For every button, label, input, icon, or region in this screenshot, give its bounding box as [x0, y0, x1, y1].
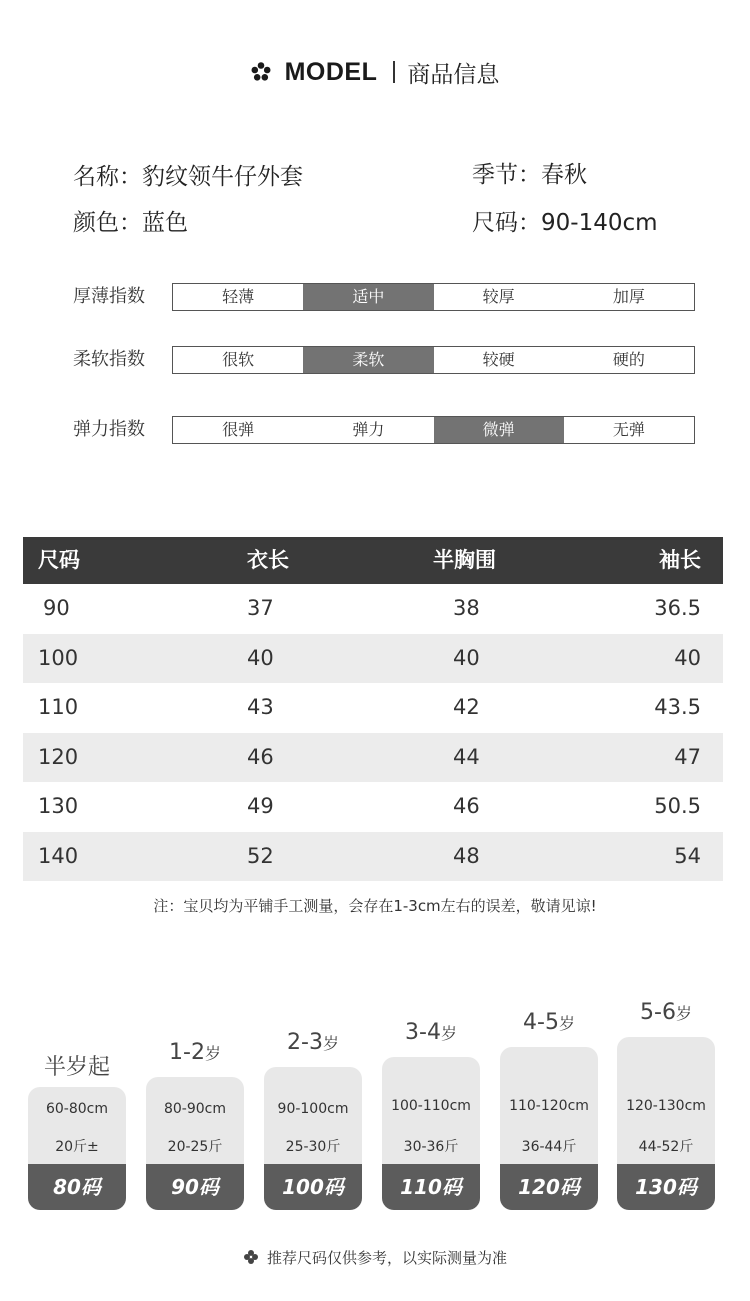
header-size: 尺码 — [38, 548, 80, 572]
attr-size: 尺码：90-140cm — [472, 210, 658, 236]
index-option: 加厚 — [612, 287, 645, 306]
cell-half-chest: 38 — [453, 596, 480, 620]
size-table — [23, 537, 723, 881]
attr-color: 颜色：蓝色 — [73, 210, 188, 236]
index-option: 较厚 — [482, 287, 515, 306]
size-card-130 — [617, 1000, 715, 1210]
index-option-active: 柔软 — [303, 347, 433, 373]
size-card-box — [264, 1067, 362, 1210]
weight-range: 44-52斤 — [638, 1139, 694, 1155]
age-label: 2-3岁 — [287, 1030, 339, 1055]
attr-season: 季节：春秋 — [472, 162, 587, 188]
age-label: 5-6岁 — [640, 1000, 692, 1025]
size-card-100 — [264, 1030, 362, 1210]
weight-range: 20斤± — [55, 1139, 99, 1155]
cell-length: 37 — [247, 596, 274, 620]
index-bar — [172, 283, 695, 311]
size-card-box — [146, 1077, 244, 1210]
flower-icon — [251, 62, 271, 82]
cell-half-chest: 42 — [453, 695, 480, 719]
cell-size: 140 — [38, 843, 79, 868]
size-table-header — [23, 537, 723, 584]
table-row — [23, 584, 723, 634]
cell-size: 100 — [38, 645, 79, 670]
cell-sleeve: 47 — [674, 744, 701, 769]
size-card-box — [500, 1047, 598, 1210]
recommend-note-text: 推荐尺码仅供参考，以实际测量为准 — [266, 1248, 507, 1267]
cell-half-chest: 46 — [453, 794, 480, 818]
table-row — [23, 733, 723, 783]
height-range: 60-80cm — [45, 1101, 108, 1117]
size-card-80 — [28, 1050, 126, 1210]
model-title: MODEL — [284, 57, 378, 86]
table-row — [23, 832, 723, 882]
cell-size: 110 — [38, 695, 79, 719]
header-sleeve: 袖长 — [659, 548, 701, 572]
size-code: 120码 — [500, 1164, 598, 1210]
size-card-120 — [500, 1010, 598, 1210]
header-divider — [393, 61, 395, 83]
cell-half-chest: 48 — [453, 843, 480, 868]
cell-sleeve: 54 — [674, 843, 701, 868]
cell-sleeve: 50.5 — [654, 794, 701, 818]
cell-sleeve: 40 — [674, 645, 701, 670]
recommend-note — [0, 1246, 750, 1268]
height-range: 120-130cm — [626, 1098, 706, 1114]
size-code: 110码 — [382, 1164, 480, 1210]
age-label: 半岁起 — [43, 1055, 110, 1080]
table-row — [23, 782, 723, 832]
index-row-thickness — [73, 283, 695, 311]
size-card-110 — [382, 1020, 480, 1210]
size-card-box — [617, 1037, 715, 1210]
index-option: 很软 — [222, 350, 255, 369]
height-range: 90-100cm — [277, 1101, 349, 1117]
size-code: 130码 — [617, 1164, 715, 1210]
cell-size: 90 — [43, 596, 70, 620]
age-label: 1-2岁 — [169, 1040, 221, 1065]
size-card-box — [382, 1057, 480, 1210]
index-option: 硬的 — [612, 350, 645, 369]
size-code: 80码 — [28, 1164, 126, 1210]
measurement-note: 注：宝贝均为平铺手工测量，会存在1-3cm左右的误差，敬请见谅! — [153, 897, 597, 915]
index-row-elasticity — [73, 416, 695, 444]
size-card-box — [28, 1087, 126, 1210]
age-label: 3-4岁 — [405, 1020, 457, 1045]
index-option-active: 微弹 — [434, 417, 564, 443]
header-length: 衣长 — [247, 548, 289, 572]
product-info-title: 商品信息 — [407, 61, 500, 88]
index-option: 无弹 — [612, 420, 645, 439]
cell-half-chest: 44 — [453, 744, 480, 769]
cell-sleeve: 43.5 — [654, 695, 701, 719]
height-range: 80-90cm — [163, 1101, 226, 1117]
index-option: 轻薄 — [222, 287, 255, 306]
size-code: 100码 — [264, 1164, 362, 1210]
index-option: 较硬 — [482, 350, 515, 369]
index-option-active: 适中 — [303, 284, 433, 310]
weight-range: 36-44斤 — [521, 1139, 577, 1155]
index-label: 厚薄指数 — [73, 286, 145, 307]
index-option: 很弹 — [222, 420, 255, 439]
cell-size: 120 — [38, 744, 79, 769]
header-half-chest: 半胸围 — [433, 548, 496, 572]
size-code: 90码 — [146, 1164, 244, 1210]
cell-size: 130 — [38, 794, 79, 818]
index-bar — [172, 416, 695, 444]
attr-name: 名称：豹纹领牛仔外套 — [73, 164, 303, 190]
weight-range: 30-36斤 — [403, 1139, 459, 1155]
table-row — [23, 683, 723, 733]
weight-range: 20-25斤 — [167, 1139, 223, 1155]
cell-length: 52 — [247, 843, 274, 868]
size-card-90 — [146, 1040, 244, 1210]
age-label: 4-5岁 — [523, 1010, 575, 1035]
table-row — [23, 634, 723, 684]
index-bar — [172, 346, 695, 374]
weight-range: 25-30斤 — [285, 1139, 341, 1155]
height-range: 110-120cm — [509, 1098, 589, 1114]
cell-length: 40 — [247, 645, 274, 670]
index-label: 柔软指数 — [73, 349, 145, 370]
clover-icon — [243, 1249, 259, 1265]
section-header — [0, 55, 750, 89]
cell-length: 43 — [247, 695, 274, 719]
index-row-softness — [73, 346, 695, 374]
cell-sleeve: 36.5 — [654, 596, 701, 620]
cell-half-chest: 40 — [453, 645, 480, 670]
height-range: 100-110cm — [391, 1098, 471, 1114]
index-label: 弹力指数 — [73, 419, 145, 440]
cell-length: 49 — [247, 794, 274, 818]
index-option: 弹力 — [352, 420, 385, 439]
cell-length: 46 — [247, 744, 274, 769]
